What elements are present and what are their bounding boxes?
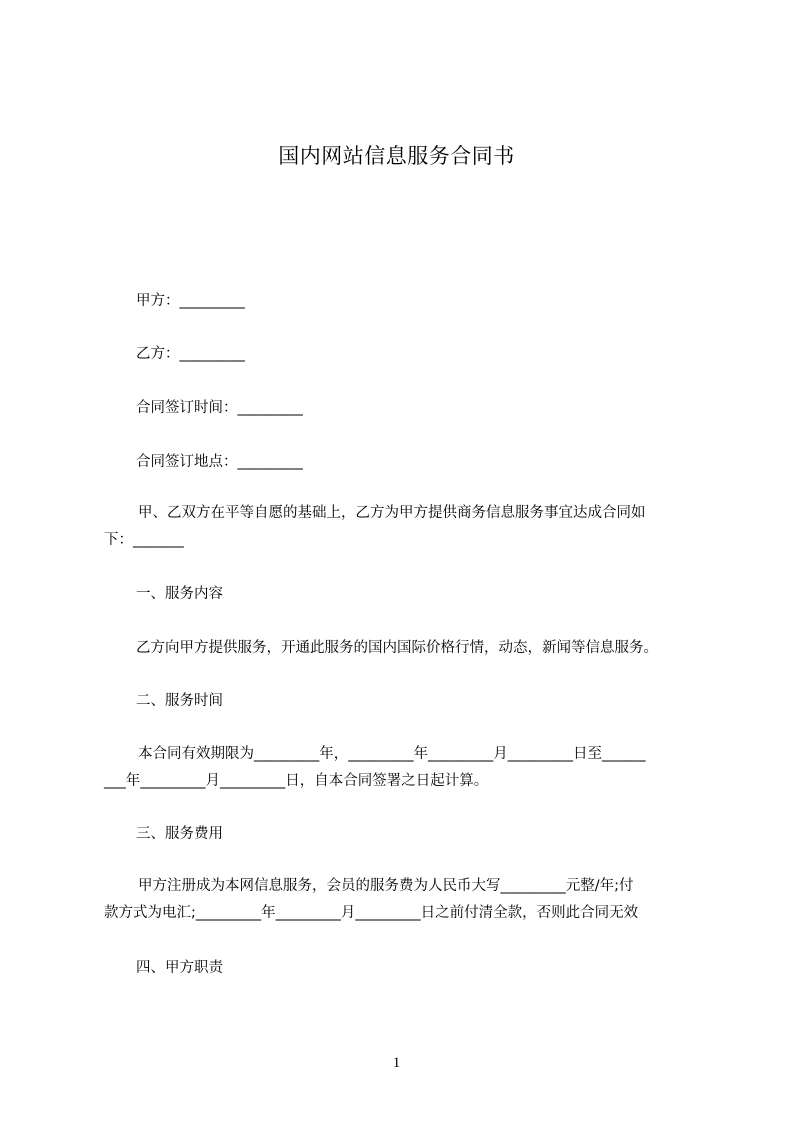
section-3-heading: 三、服务费用 xyxy=(136,826,223,842)
section-2-line-2: ___年_________月_________日，自本合同签署之日起计算。 xyxy=(104,773,489,789)
party-b-field: 乙方：_________ xyxy=(136,346,245,362)
intro-line-1: 甲、乙双方在平等自愿的基础上，乙方为甲方提供商务信息服务事宜达成合同如 xyxy=(138,505,646,521)
section-3-line-1: 甲方注册成为本网信息服务，会员的服务费为人民币大写_________元整/年;付 xyxy=(138,878,634,894)
section-2-line-1: 本合同有效期限为_________年，_________年_________月_________日至______ xyxy=(138,746,646,762)
section-1-heading: 一、服务内容 xyxy=(136,586,223,602)
section-2-paragraph xyxy=(104,741,704,795)
sign-place-field: 合同签订地点：_________ xyxy=(136,454,303,470)
section-4-heading: 四、甲方职责 xyxy=(136,960,223,976)
sign-time-field: 合同签订时间：_________ xyxy=(136,400,303,416)
section-3-line-2: 款方式为电汇;_________年_________月_________日之前付清全款，否则此合同无效 xyxy=(104,905,639,921)
intro-paragraph xyxy=(104,500,704,554)
section-3-paragraph xyxy=(104,873,704,927)
document-title: 国内网站信息服务合同书 xyxy=(278,144,515,168)
page-number: 1 xyxy=(392,1055,401,1071)
section-1-body: 乙方向甲方提供服务，开通此服务的国内国际价格行情，动态，新闻等信息服务。 xyxy=(136,640,658,656)
section-2-heading: 二、服务时间 xyxy=(136,693,223,709)
intro-line-2: 下：_______ xyxy=(104,532,184,548)
party-a-field: 甲方：_________ xyxy=(136,293,245,309)
